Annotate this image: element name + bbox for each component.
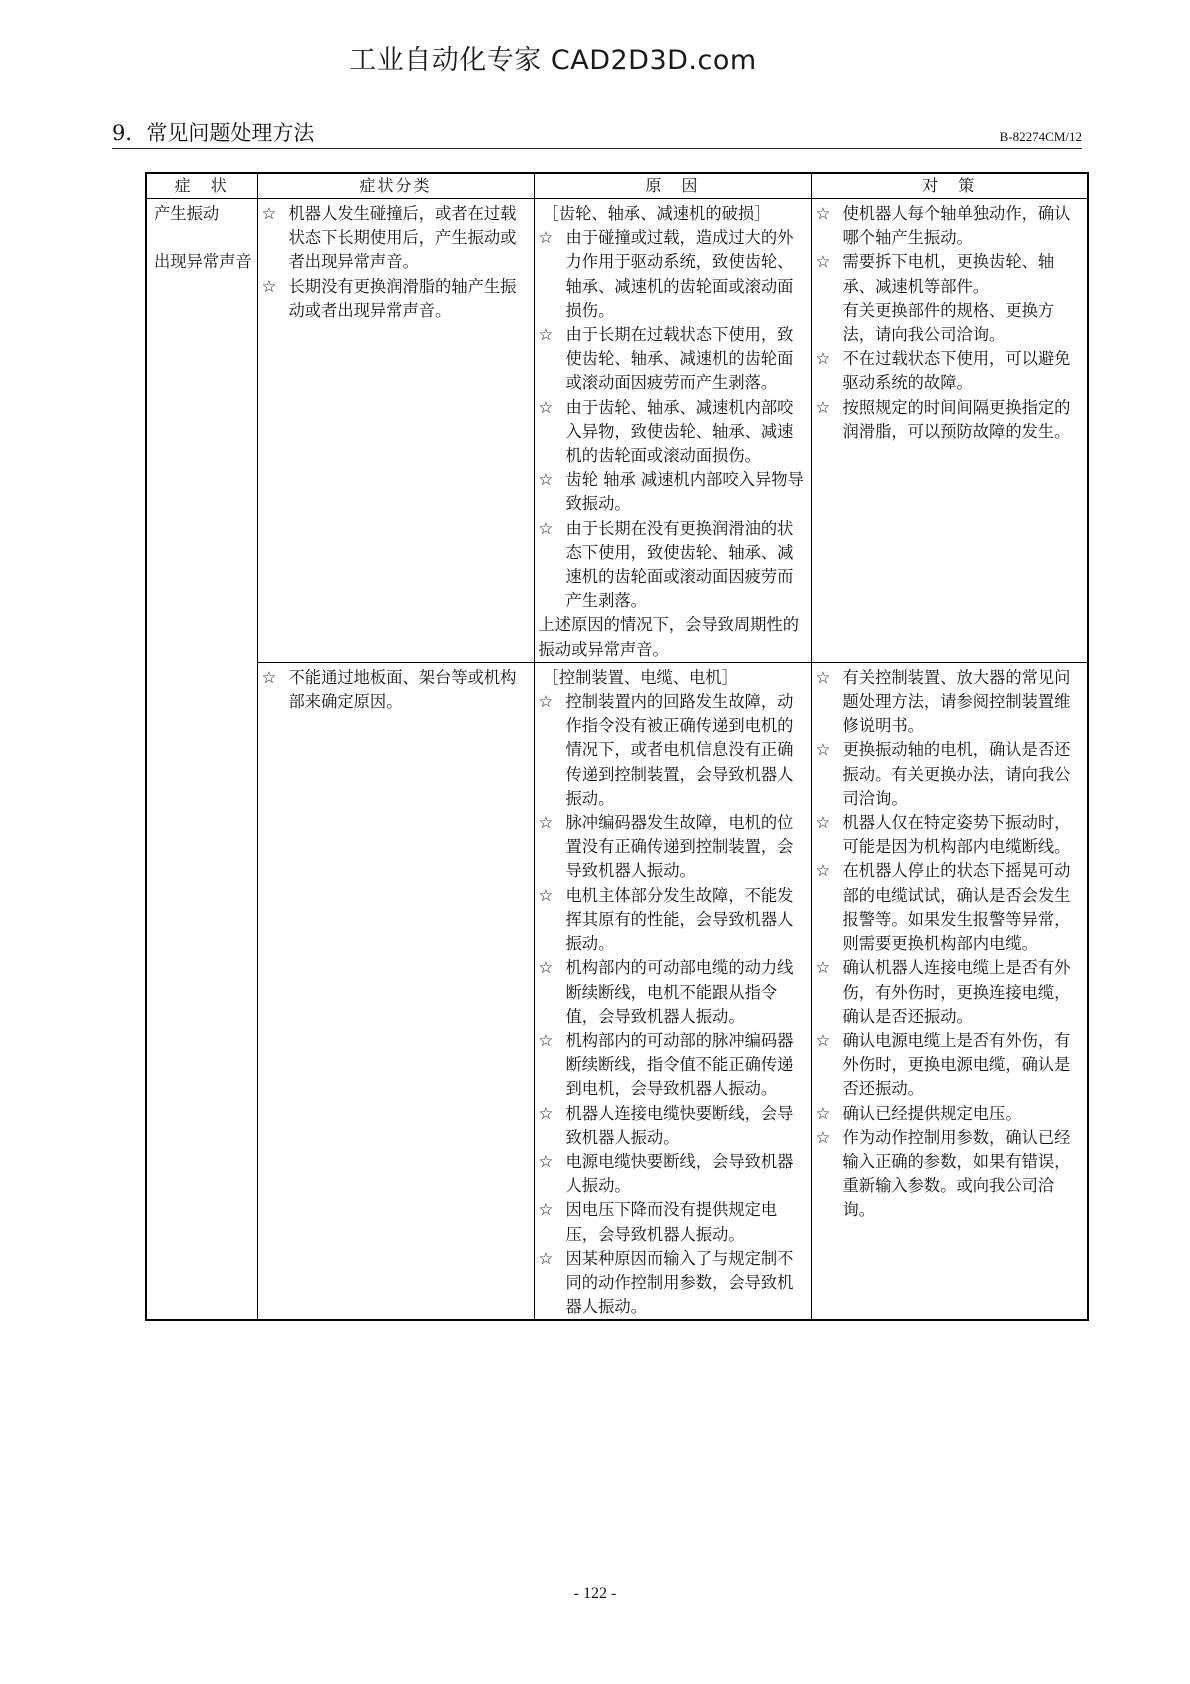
star-outline-icon: ☆ — [815, 1127, 831, 1147]
star-outline-icon: ☆ — [261, 204, 277, 223]
list-item-text: 确认机器人连接电缆上是否有外伤，有外伤时，更换连接电缆，确认是否还振动。 — [842, 958, 1071, 1026]
list-item-text: 更换振动轴的电机，确认是否还振动。有关更换办法，请向我公司洽询。 — [842, 740, 1071, 808]
cause-cell — [534, 662, 811, 1320]
cause-cell — [534, 199, 811, 663]
list-item-text: 电源电缆快要断线，会导致机器人振动。 — [565, 1151, 794, 1196]
list-item-text: 机构部内的可动部的脉冲编码器断续断线，指令值不能正确传递到电机，会导致机器人振动。 — [565, 1030, 794, 1099]
star-outline-icon: ☆ — [261, 276, 277, 296]
list-item — [539, 1150, 808, 1198]
star-outline-icon: ☆ — [815, 397, 831, 417]
star-outline-icon: ☆ — [538, 885, 554, 905]
column-header-classification: 症状分类 — [257, 173, 534, 199]
list-item — [539, 1247, 808, 1320]
star-outline-icon: ☆ — [538, 1248, 554, 1268]
list-item — [539, 811, 808, 884]
list-item — [816, 859, 1085, 956]
list-item-text: 在机器人停止的状态下摇晃可动部的电缆试试，确认是否会发生报警等。如果发生报警等异常，则需要更换机构部内电缆。 — [842, 861, 1071, 954]
document-code: B-82274CM/12 — [999, 129, 1082, 144]
list-item-extra: 有关更换部件的规格、更换方法，请向我公司洽询。 — [842, 300, 1055, 345]
list-item-text: 齿轮 轴承 减速机内部咬入异物导致振动。 — [565, 470, 804, 514]
list-item — [539, 956, 808, 1029]
star-outline-icon: ☆ — [538, 470, 554, 490]
list-item — [816, 202, 1085, 250]
list-item-text: 电机主体部分发生故障，不能发挥其原有的性能，会导致机器人振动。 — [565, 885, 794, 954]
troubleshooting-table — [145, 172, 1089, 1321]
list-item — [816, 1102, 1085, 1126]
star-outline-icon: ☆ — [538, 1103, 554, 1123]
column-header-cause: 原 因 — [534, 173, 811, 199]
list-item-text: 不能通过地板面、架台等或机构部来确定原因。 — [288, 667, 517, 712]
list-item-text: 按照规定的时间间隔更换指定的润滑脂，可以预防故障的发生。 — [842, 397, 1071, 441]
star-outline-icon: ☆ — [538, 1200, 554, 1220]
list-item — [539, 226, 808, 323]
star-outline-icon: ☆ — [815, 813, 831, 833]
star-outline-icon: ☆ — [815, 1030, 831, 1050]
list-item — [816, 250, 1085, 298]
star-outline-icon: ☆ — [538, 518, 554, 538]
list-item — [816, 811, 1085, 859]
star-outline-icon: ☆ — [538, 397, 554, 417]
star-outline-icon: ☆ — [538, 325, 554, 345]
star-outline-icon: ☆ — [538, 228, 554, 248]
list-item-text: 因电压下降而没有提供规定电压，会导致机器人振动。 — [565, 1200, 778, 1244]
page-number: - 122 - — [573, 1585, 617, 1602]
star-outline-icon: ☆ — [815, 204, 831, 223]
countermeasure-cell — [811, 199, 1088, 663]
list-item — [816, 1126, 1085, 1223]
list-item — [539, 517, 808, 614]
star-outline-icon: ☆ — [538, 958, 554, 978]
list-item-text: 脉冲编码器发生故障，电机的位置没有正确传递到控制装置，会导致机器人振动。 — [565, 813, 794, 881]
countermeasure-cell — [811, 662, 1088, 1320]
list-item-text: 作为动作控制用参数，确认已经输入正确的参数，如果有错误，重新输入参数。或向我公司洽询。 — [842, 1127, 1071, 1220]
list-item-text: 机器人连接电缆快要断线，会导致机器人振动。 — [565, 1103, 794, 1147]
list-item — [816, 738, 1085, 811]
list-item — [816, 1029, 1085, 1102]
watermark: 工业自动化专家 CAD2D3D.com — [349, 45, 757, 76]
cause-heading: ［齿轮、轴承、减速机的破损］ — [542, 204, 771, 223]
star-outline-icon: ☆ — [815, 349, 831, 369]
star-outline-icon: ☆ — [815, 1103, 831, 1123]
star-outline-icon: ☆ — [538, 813, 554, 833]
list-item — [816, 956, 1085, 1029]
list-item-text: 由于长期在过载状态下使用，致使齿轮、轴承、减速机的齿轮面或滚动面因疲劳而产生剥落。 — [565, 325, 794, 393]
list-item — [262, 666, 531, 714]
classification-cell — [257, 199, 534, 663]
list-item — [539, 468, 808, 516]
list-item-text: 使机器人每个轴单独动作，确认哪个轴产生振动。 — [842, 204, 1071, 248]
symptom-abnormal-noise: 出现异常声音 — [154, 252, 252, 272]
column-header-symptom: 症 状 — [146, 173, 257, 199]
list-item-text: 有关控制装置、放大器的常见问题处理方法，请参阅控制装置维修说明书。 — [842, 667, 1071, 736]
list-item-text: 由于长期在没有更换润滑油的状态下使用，致使齿轮、轴承、减速机的齿轮面或滚动面因疲劳而产生剥落。 — [565, 518, 794, 611]
star-outline-icon: ☆ — [815, 667, 831, 687]
section-header — [112, 120, 1082, 149]
list-item-text: 确认电源电缆上是否有外伤，有外伤时，更换电源电缆，确认是否还振动。 — [842, 1030, 1071, 1099]
list-item-text: 机构部内的可动部电缆的动力线断续断线，电机不能跟从指令值，会导致机器人振动。 — [565, 958, 794, 1026]
star-outline-icon: ☆ — [815, 740, 831, 760]
list-item-text: 控制装置内的回路发生故障，动作指令没有被正确传递到电机的情况下，或者电机信息没有正确传递到控制装置，会导致机器人振动。 — [565, 692, 794, 808]
list-item-text: 需要拆下电机，更换齿轮、轴承、减速机等部件。 — [842, 252, 1055, 296]
list-item — [539, 1029, 808, 1102]
cause-note: 上述原因的情况下，会导致周期性的振动或异常声音。 — [538, 615, 800, 659]
list-item — [539, 690, 808, 811]
star-outline-icon: ☆ — [538, 1030, 554, 1050]
list-item-text: 机器人仅在特定姿势下振动时，可能是因为机构部内电缆断线。 — [842, 813, 1071, 857]
star-outline-icon: ☆ — [815, 861, 831, 881]
star-outline-icon: ☆ — [815, 252, 831, 272]
list-item — [539, 396, 808, 469]
list-item — [539, 884, 808, 957]
column-header-countermeasure: 对 策 — [811, 173, 1088, 199]
section-title: 9．常见问题处理方法 — [112, 121, 315, 145]
table-row — [146, 199, 1088, 663]
list-item — [816, 396, 1085, 444]
table-header-row — [146, 173, 1088, 199]
list-item-text: 因某种原因而输入了与规定制不同的动作控制用参数，会导致机器人振动。 — [565, 1248, 794, 1317]
list-item-text: 机器人发生碰撞后，或者在过载状态下长期使用后，产生振动或者出现异常声音。 — [288, 204, 517, 272]
table-row — [146, 662, 1088, 1320]
list-item-text: 由于碰撞或过载，造成过大的外力作用于驱动系统，致使齿轮、轴承、减速机的齿轮面或滚动面损伤。 — [565, 228, 794, 320]
list-item — [539, 1198, 808, 1246]
list-item-text: 由于齿轮、轴承、减速机内部咬入异物，致使齿轮、轴承、减速机的齿轮面或滚动面损伤。 — [565, 397, 794, 466]
symptom-vibration: 产生振动 — [154, 204, 220, 223]
star-outline-icon: ☆ — [815, 958, 831, 978]
list-item — [539, 323, 808, 396]
classification-cell — [257, 662, 534, 1320]
list-item — [816, 347, 1085, 395]
list-item-text: 不在过载状态下使用，可以避免驱动系统的故障。 — [842, 349, 1071, 393]
list-item — [539, 1102, 808, 1150]
star-outline-icon: ☆ — [538, 692, 554, 712]
star-outline-icon: ☆ — [261, 667, 277, 687]
list-item — [816, 666, 1085, 739]
list-item-text: 确认已经提供规定电压。 — [842, 1103, 1022, 1123]
list-item-text: 长期没有更换润滑脂的轴产生振动或者出现异常声音。 — [288, 276, 517, 320]
cause-heading: ［控制装置、电缆、电机］ — [542, 667, 738, 687]
list-item — [262, 202, 531, 275]
symptom-cell — [146, 199, 257, 1321]
list-item — [262, 275, 531, 323]
star-outline-icon: ☆ — [538, 1151, 554, 1171]
